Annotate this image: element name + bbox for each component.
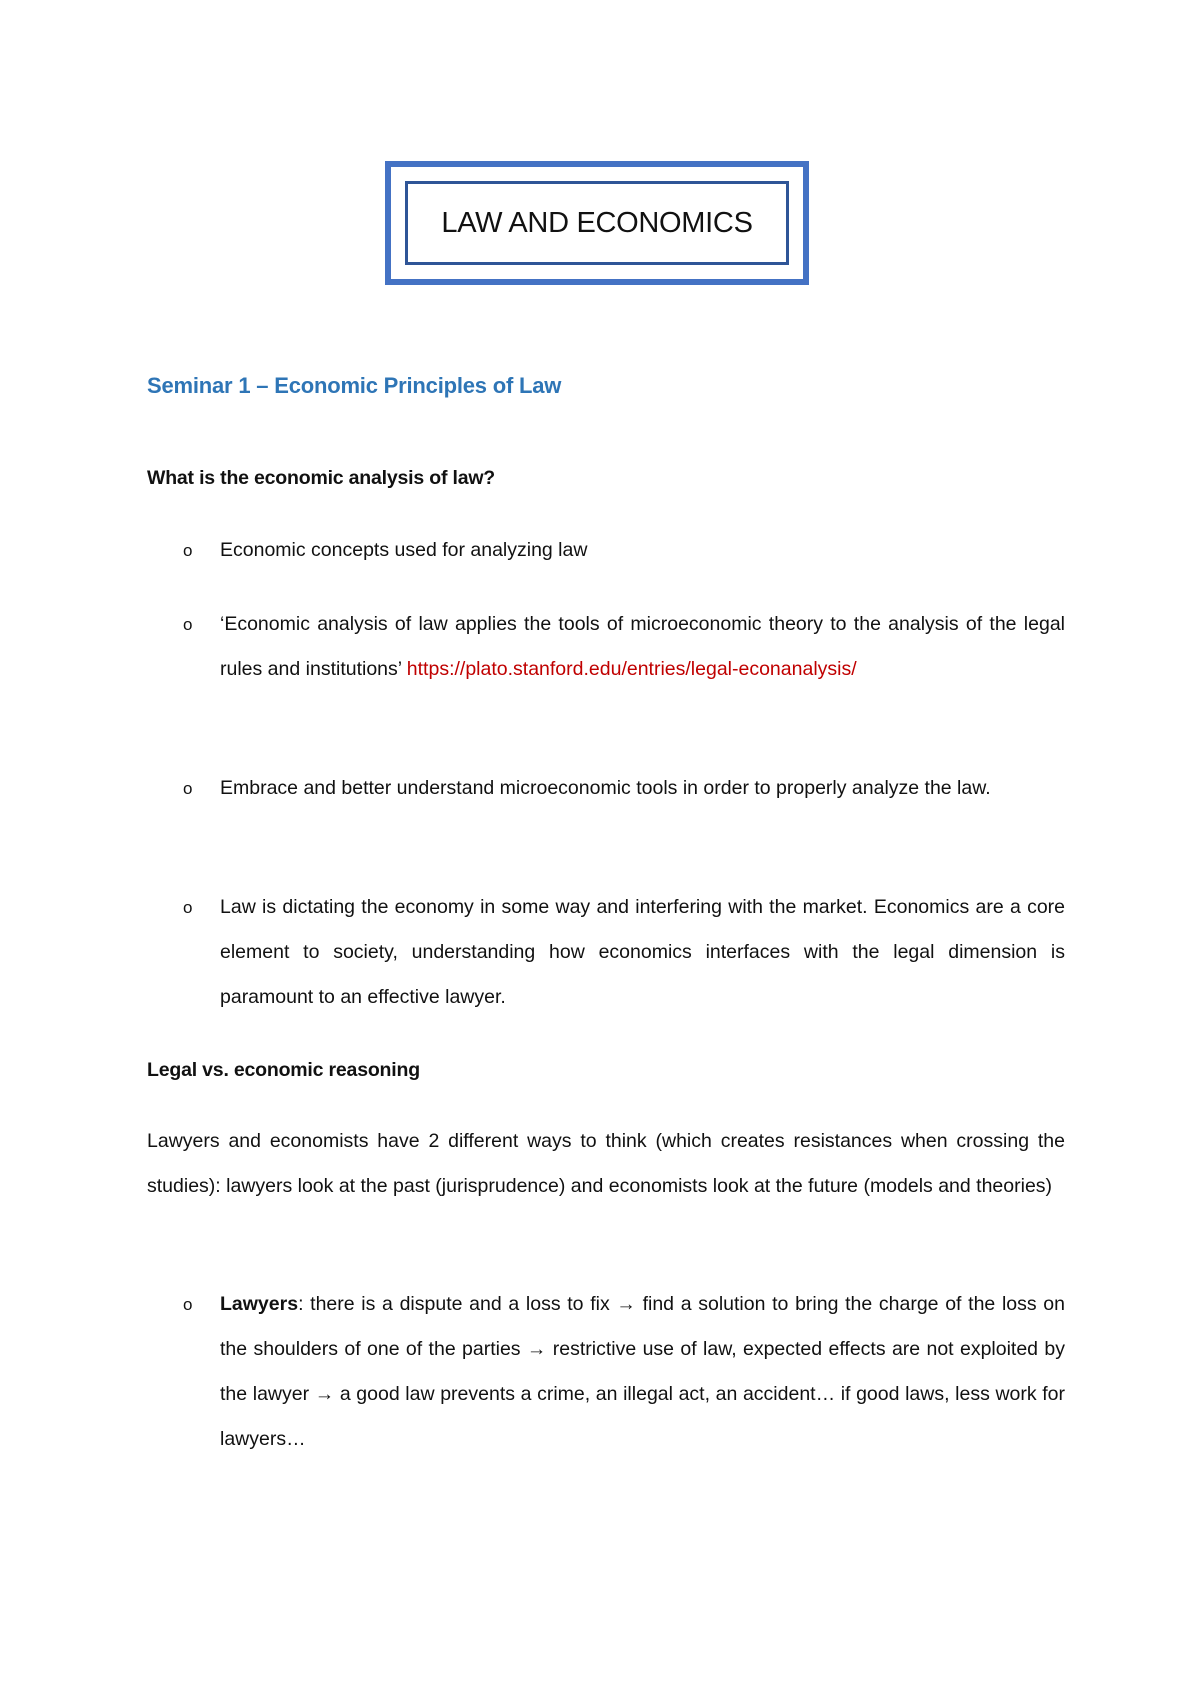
list-item [183, 602, 1065, 692]
title-box [385, 161, 809, 285]
list-item-text: Embrace and better understand microeconomic tools in order to properly analyze the law. [220, 777, 991, 799]
seminar-heading: Seminar 1 – Economic Principles of Law [147, 373, 562, 398]
bullet-marker: o [183, 779, 193, 798]
title-box-inner [405, 181, 789, 265]
section-heading-economic-analysis: What is the economic analysis of law? [147, 467, 496, 489]
bullet-marker: o [183, 615, 193, 634]
list-item [183, 528, 1065, 573]
list-item [183, 1282, 1065, 1462]
list-item-text [220, 1282, 1065, 1462]
list-item-text: Economic concepts used for analyzing law [220, 539, 588, 561]
list-item [183, 885, 1065, 1020]
bullet-marker: o [183, 1295, 193, 1314]
list-item [183, 766, 1065, 811]
section-heading-legal-vs-economic: Legal vs. economic reasoning [147, 1059, 420, 1081]
paragraph: Lawyers and economists have 2 different ways to think (which creates resistances when crossing the studies): lawyers look at the past (jurisprudence) and economists look at the future (models and theories) [147, 1130, 1065, 1197]
bullet-marker: o [183, 541, 193, 560]
plato-link[interactable]: https://plato.stanford.edu/entries/legal-econanalysis/ [406, 658, 857, 680]
document-title: LAW AND ECONOMICS [441, 206, 753, 239]
lawyers-description: : there is a dispute and a loss to fix → find a solution to bring the charge of the loss on the shoulders of one of the parties → restrictive use of law, expected effects are not exploited by the lawyer → a good law prevents a crime, an illegal act, an accident… if good laws, less work for lawyers… [220, 1293, 1065, 1450]
list-item-text [220, 602, 1065, 692]
quote-text: ‘Economic analysis of law applies the tools of microeconomic theory to the analysis of the legal rules and institutions’ [220, 613, 1065, 680]
lawyers-label: Lawyers [220, 1293, 299, 1315]
bullet-marker: o [183, 898, 193, 917]
list-item-text: Law is dictating the economy in some way and interfering with the market. Economics are a core element to society, understanding how economics interfaces with the legal dimension is paramount to an effective lawyer. [220, 896, 1065, 1008]
